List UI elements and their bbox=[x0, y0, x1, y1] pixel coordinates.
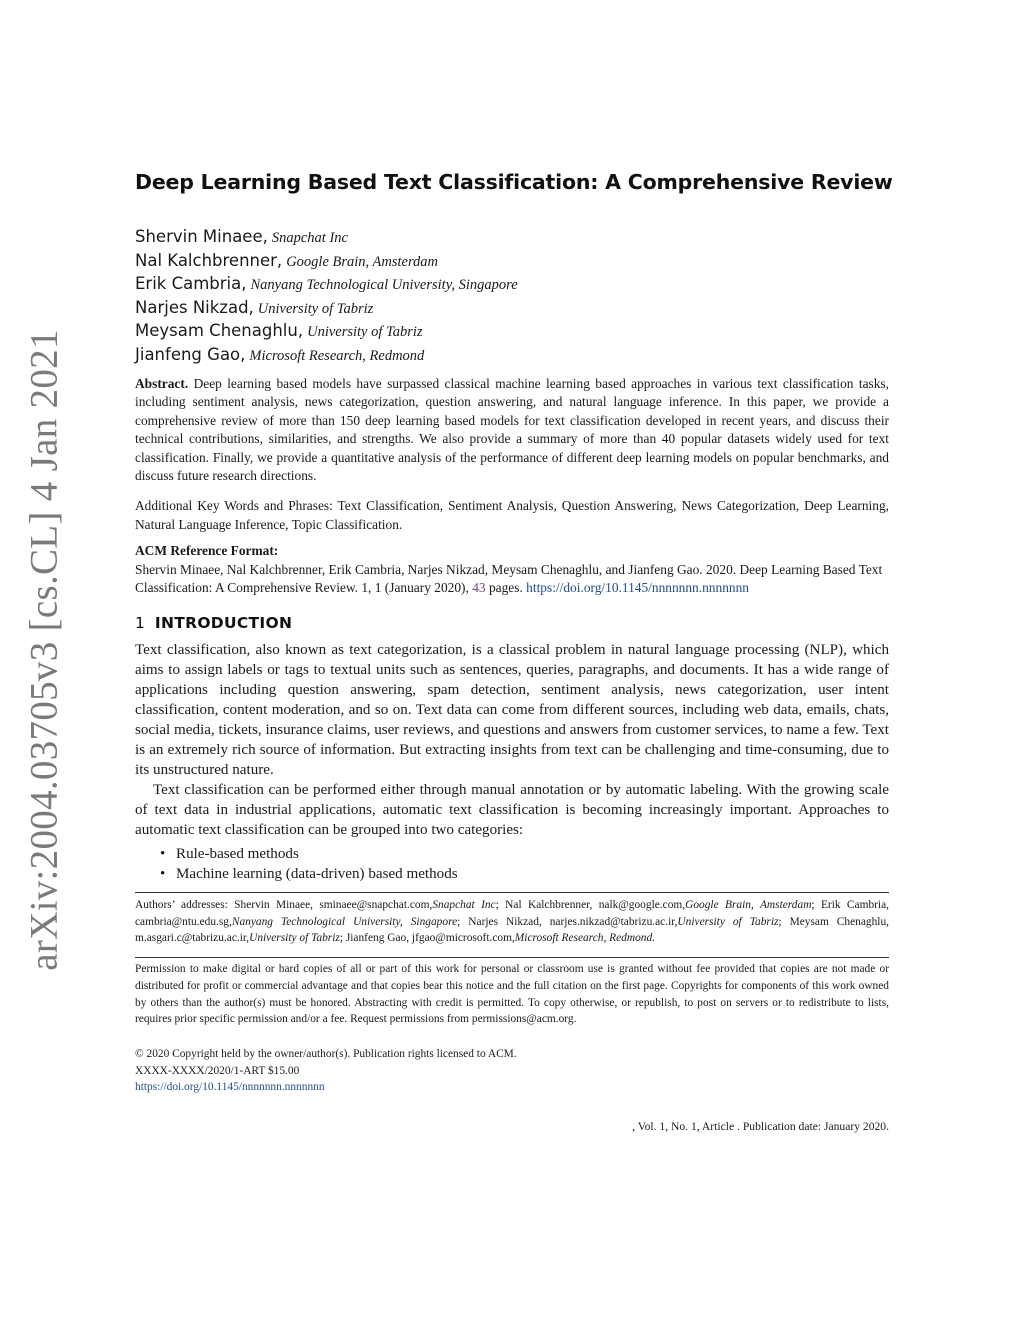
author-name: Jianfeng Gao, bbox=[135, 344, 246, 364]
keywords: Additional Key Words and Phrases: Text Classification, Sentiment Analysis, Question Answering, News Categorization, Deep Learning, Natural Language Inference, Topic Classification. bbox=[135, 498, 889, 532]
address-affiliation: Microsoft Research, Redmond. bbox=[514, 932, 656, 944]
author-name: Erik Cambria, bbox=[135, 274, 247, 293]
address-separator: ; bbox=[495, 899, 506, 911]
permission-divider bbox=[135, 957, 889, 958]
acm-reference-heading: ACM Reference Format: bbox=[135, 543, 279, 558]
list-item bbox=[160, 844, 458, 864]
author-addresses bbox=[135, 897, 889, 947]
address-text: Meysam Chenaghlu, m.asgari.c@tabrizu.ac.ir, bbox=[135, 915, 889, 944]
author-entry bbox=[135, 296, 518, 320]
abstract-label: Abstract. bbox=[135, 376, 189, 391]
address-affiliation: Nanyang Technological University, Singapore bbox=[231, 915, 458, 928]
author-list bbox=[135, 225, 518, 366]
permission-notice: Permission to make digital or hard copies of all or part of this work for personal or classroom use is granted without fee provided that copies are not made or distributed for profit or commercial advantage and that copies bear this notice and the full citation on the first page. Copyrights for components of this work owned by others than the author(s) must be honored. Abstracting with credit is permitted. To copy otherwise, or republish, to post on servers or to redistribute to lists, requires prior specific permission and/or a fee. Request permissions from permissions@acm.org. bbox=[135, 963, 889, 1026]
address-separator: ; bbox=[339, 932, 346, 944]
author-entry bbox=[135, 343, 518, 367]
author-affiliation: University of Tabriz bbox=[257, 300, 374, 317]
address-text: Narjes Nikzad, narjes.nikzad@tabrizu.ac.ir, bbox=[468, 915, 678, 928]
pages-word: pages. bbox=[488, 580, 523, 595]
page-footer: , Vol. 1, No. 1, Article . Publication date: January 2020. bbox=[632, 1120, 889, 1133]
author-entry bbox=[135, 319, 518, 343]
body-paragraph: Text classification can be performed either through manual annotation or by automatic labeling. With the growing scale of text data in industrial applications, automatic text classification is becoming increasingly important. Approaches to automatic text classification can be grouped into two categories: bbox=[135, 782, 889, 838]
author-entry bbox=[135, 249, 518, 273]
address-text: Erik Cambria, cambria@ntu.edu.sg, bbox=[135, 899, 889, 928]
copyright-block bbox=[135, 1046, 517, 1096]
author-affiliation: Google Brain, Amsterdam bbox=[286, 253, 439, 270]
page-count-link[interactable]: 43 bbox=[472, 580, 486, 595]
bullet-icon: • bbox=[160, 866, 166, 882]
author-entry bbox=[135, 225, 518, 249]
address-affiliation: University of Tabriz bbox=[249, 932, 340, 944]
section-body bbox=[135, 640, 889, 840]
abstract bbox=[135, 375, 889, 485]
list-item-text: Rule-based methods bbox=[176, 846, 299, 862]
address-separator: ; bbox=[811, 899, 821, 911]
footnote-divider bbox=[135, 892, 889, 893]
abstract-text: Deep learning based models have surpassed classical machine learning based approaches in various text classification tasks, including sentiment analysis, news categorization, question answering, and natural language inference. In this paper, we provide a comprehensive review of more than 150 deep learning based models for text classification developed in recent years, and discuss their technical contributions, similarities, and strengths. We also provide a summary of more than 40 popular datasets widely used for text classification. Finally, we provide a quantitative analysis of the performance of different deep learning models on popular benchmarks, and discuss future research directions. bbox=[135, 376, 889, 484]
issn-line: XXXX-XXXX/2020/1-ART $15.00 bbox=[135, 1064, 300, 1077]
body-paragraph: Text classification, also known as text categorization, is a classical problem in natural language processing (NLP), which aims to assign labels or tags to textual units such as sentences, queries, paragraphs, and documents. It has a wide range of applications including question answering, spam detection, sentiment analysis, news categorization, user intent classification, content moderation, and so on. Text data can come from different sources, including web data, emails, chats, social media, tickets, insurance claims, user reviews, and questions and answers from customer services, to name a few. Text is an extremely rich source of information. But extracting insights from text can be challenging and time-consuming, due to its unstructured nature. bbox=[135, 642, 889, 778]
list-item bbox=[160, 864, 458, 884]
author-name: Meysam Chenaghlu, bbox=[135, 321, 304, 340]
address-affiliation: Snapchat Inc bbox=[432, 899, 496, 911]
author-affiliation: Microsoft Research, Redmond bbox=[249, 347, 425, 364]
arxiv-identifier-stamp: arXiv:2004.03705v3 [cs.CL] 4 Jan 2021 bbox=[22, 329, 66, 971]
copyright-doi-link[interactable]: https://doi.org/10.1145/nnnnnnn.nnnnnnn bbox=[135, 1081, 325, 1093]
acm-reference-text: Shervin Minaee, Nal Kalchbrenner, Erik Cambria, Narjes Nikzad, Meysam Chenaghlu, and Jianfeng Gao. 2020. Deep Learning Based Text Classification: A Comprehensive Review. 1, 1 (January 2020), bbox=[135, 561, 883, 595]
address-text: Authors’ addresses: Shervin Minaee, sminaee@snapchat.com, bbox=[135, 899, 433, 911]
acm-reference-format bbox=[135, 542, 895, 598]
doi-link[interactable]: https://doi.org/10.1145/nnnnnnn.nnnnnnn bbox=[526, 580, 749, 595]
author-affiliation: University of Tabriz bbox=[307, 324, 423, 340]
bullet-list bbox=[160, 844, 458, 884]
address-text: Nal Kalchbrenner, nalk@google.com, bbox=[505, 899, 686, 911]
author-name: Nal Kalchbrenner, bbox=[135, 250, 283, 270]
section-number: 1 bbox=[135, 614, 145, 632]
paper-title: Deep Learning Based Text Classification: A Comprehensive Review bbox=[135, 170, 893, 194]
author-entry bbox=[135, 272, 518, 296]
acm-reference-citation bbox=[135, 561, 895, 598]
author-affiliation: Snapchat Inc bbox=[271, 230, 348, 246]
bullet-icon: • bbox=[160, 846, 166, 862]
section-title: INTRODUCTION bbox=[154, 614, 293, 632]
section-heading bbox=[135, 614, 292, 632]
copyright-line: © 2020 Copyright held by the owner/author(s). Publication rights licensed to ACM. bbox=[135, 1048, 517, 1060]
address-affiliation: University of Tabriz bbox=[677, 915, 779, 928]
address-separator: ; bbox=[778, 915, 790, 928]
author-affiliation: Nanyang Technological University, Singapore bbox=[250, 277, 518, 293]
author-name: Narjes Nikzad, bbox=[135, 297, 254, 317]
address-affiliation: Google Brain, Amsterdam bbox=[685, 899, 812, 911]
list-item-text: Machine learning (data-driven) based methods bbox=[176, 866, 458, 882]
address-text: Jianfeng Gao, jfgao@microsoft.com, bbox=[345, 932, 515, 944]
address-separator: ; bbox=[457, 915, 469, 928]
author-name: Shervin Minaee, bbox=[135, 227, 268, 246]
